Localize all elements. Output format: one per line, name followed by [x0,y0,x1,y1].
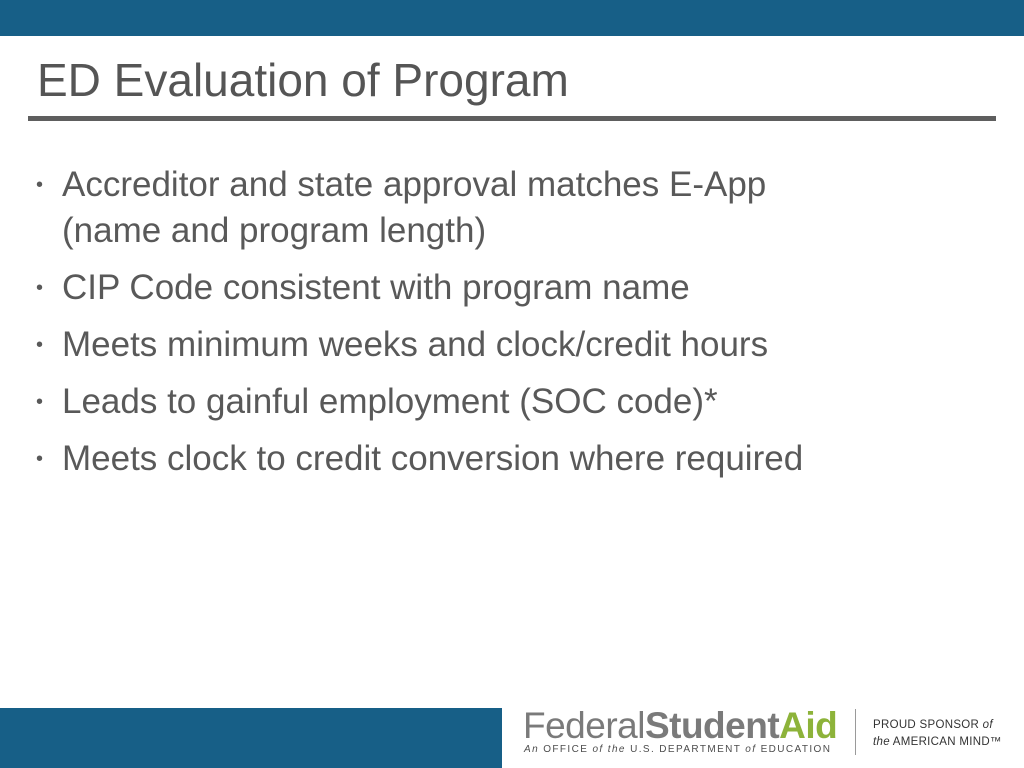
bullet-dot-icon: • [36,174,44,196]
top-header-band [0,0,1024,36]
bullet-dot-icon: • [36,391,44,413]
slide-title: ED Evaluation of Program [37,54,569,106]
bullet-text: Leads to gainful employment (SOC code)* [62,382,718,421]
bullet-item [36,379,976,425]
title-underline [28,116,996,121]
sponsor-line-1: PROUD SPONSOR of [873,719,993,731]
footer-band [0,708,502,768]
bullet-dot-icon: • [36,448,44,470]
logo-wordmark [523,704,837,748]
bullet-dot-icon: • [36,277,44,299]
sponsor-line-2: the AMERICAN MIND™ [873,736,1002,748]
bullet-text: Meets clock to credit conversion where required [62,439,804,478]
logo-student: Student [644,705,780,746]
bullet-text: Meets minimum weeks and clock/credit hours [62,325,769,364]
bullet-text: Accreditor and state approval matches E-App [62,165,767,204]
bullet-text-continued: (name and program length) [62,211,487,250]
bullet-text: CIP Code consistent with program name [62,268,690,307]
bullet-item [36,162,976,254]
bullet-list [36,162,976,493]
bullet-dot-icon: • [36,334,44,356]
bullet-item [36,265,976,311]
sponsor-text [873,717,1002,751]
logo-tagline: An OFFICE of the U.S. DEPARTMENT of EDUCATION [524,744,832,755]
logo-divider [855,709,856,755]
logo-federal: Federal [523,705,645,746]
logo-aid: Aid [779,705,838,746]
bullet-item [36,436,976,482]
federal-student-aid-logo [523,704,843,764]
bullet-item [36,322,976,368]
